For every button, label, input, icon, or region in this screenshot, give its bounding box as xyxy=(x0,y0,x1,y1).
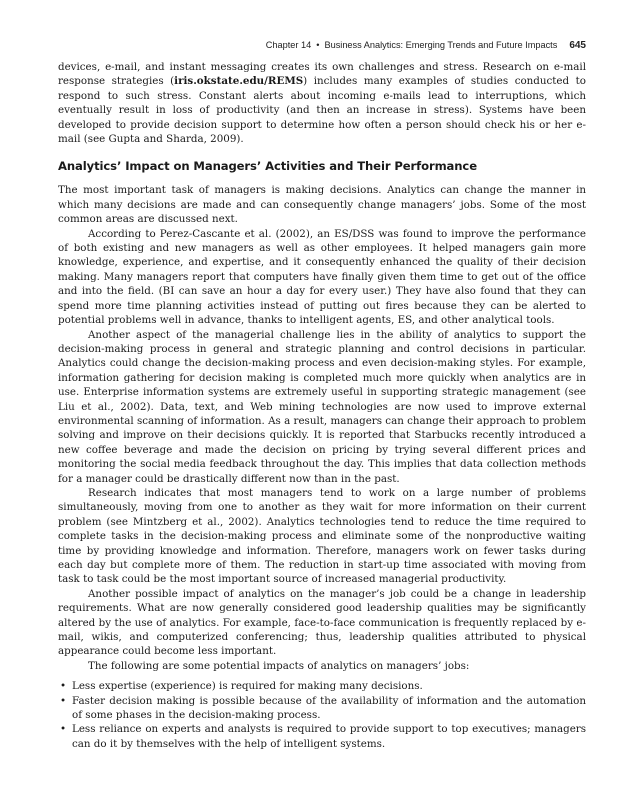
impacts-bullet-list xyxy=(58,679,586,751)
bullet-icon: • xyxy=(60,694,67,707)
intro-paragraph xyxy=(58,60,586,146)
chapter-title: Business Analytics: Emerging Trends and Future Impacts xyxy=(324,40,558,50)
bullet-icon: • xyxy=(60,723,67,736)
list-item xyxy=(58,694,586,723)
header-separator: • xyxy=(316,40,320,50)
list-item-text: Less expertise (experience) is required for making many decisions. xyxy=(72,680,423,693)
body-paragraph: Another possible impact of analytics on the manager’s job could be a change in leadership requirements. What are now generally considered good leadership qualities may be significantly altered by the use of analytics. For example, face-to-face communication is frequently replaced by e-mail, wikis, and computerized conferencing; thus, leadership qualities attributed to physical appearance could become less important. xyxy=(58,587,586,658)
research-url-link[interactable]: iris.okstate.edu/REMS xyxy=(174,75,304,88)
section-heading: Analytics’ Impact on Managers’ Activities and Their Performance xyxy=(58,159,477,174)
list-item xyxy=(58,679,586,693)
intro-text-before-url: devices, e-mail, and instant messaging creates its own challenges and stress. Research on e-mail response strategies ( xyxy=(58,61,586,88)
page-number: 645 xyxy=(569,40,586,51)
body-paragraph: Research indicates that most managers tend to work on a large number of problems simultaneously, moving from one to another as they wait for more information on their current problem (see Mintzberg et al., 2002). Analytics technologies tend to reduce the time required to complete tasks in the decision-making process and eliminate some of the nonproductive waiting time by providing knowledge and information. Therefore, managers work on fewer tasks during each day but complete more of them. The reduction in start-up time associated with moving from task to task could be the most important source of increased managerial productivity. xyxy=(58,486,586,586)
list-item xyxy=(58,722,586,751)
list-intro-paragraph: The following are some potential impacts of analytics on managers’ jobs: xyxy=(88,659,470,672)
running-header xyxy=(58,40,586,51)
intro-text-after-url: ) includes many examples of studies conducted to respond to such stress. Constant alerts about incoming e-mails lead to interruptions, which eventually result in loss of productivity (and then an increase in stress). Systems have been developed to provide decision support to determine how often a person should check his or her e-mail (see Gupta and Sharda, 2009). xyxy=(58,75,586,146)
list-item-text: Less reliance on experts and analysts is required to provide support to top executives; managers can do it by themselves with the help of intelligent systems. xyxy=(72,723,586,750)
document-page xyxy=(58,40,586,751)
list-item-text: Faster decision making is possible because of the availability of information and the automation of some phases in the decision-making process. xyxy=(72,694,586,722)
bullet-icon: • xyxy=(60,680,67,693)
body-paragraph: Another aspect of the managerial challenge lies in the ability of analytics to support the decision-making process in general and strategic planning and control decisions in particular. Analytics could change the decision-making process and even decision-making styles. For example, information gathering for decision making is completed much more quickly when analytics are in use. Enterprise information systems are extremely useful in supporting strategic management (see Liu et al., 2002). Data, text, and Web mining technologies are now used to improve external environmental scanning of information. As a result, managers can change their approach to problem solving and improve on their decisions quickly. It is reported that Starbucks recently introduced a new coffee beverage and made the decision on pricing by trying several different prices and monitoring the social media feedback throughout the day. This implies that data collection methods for a manager could be drastically different now than in the past. xyxy=(58,328,586,485)
body-paragraph: The most important task of managers is making decisions. Analytics can change the manner in which many decisions are made and can consequently change managers’ jobs. Some of the most common areas are discussed next. xyxy=(58,184,586,226)
chapter-label: Chapter 14 xyxy=(265,40,312,50)
body-paragraph: According to Perez-Cascante et al. (2002), an ES/DSS was found to improve the performance of both existing and new managers as well as other employees. It helped managers gain more knowledge, experience, and expertise, and it consequently enhanced the quality of their decision making. Many managers report that computers have finally given them time to get out of the office and into the field. (BI can save an hour a day for every user.) They have also found that they can spend more time planning activities instead of putting out fires because they can be alerted to potential problems well in advance, thanks to intelligent agents, ES, and other analytical tools. xyxy=(58,227,586,327)
